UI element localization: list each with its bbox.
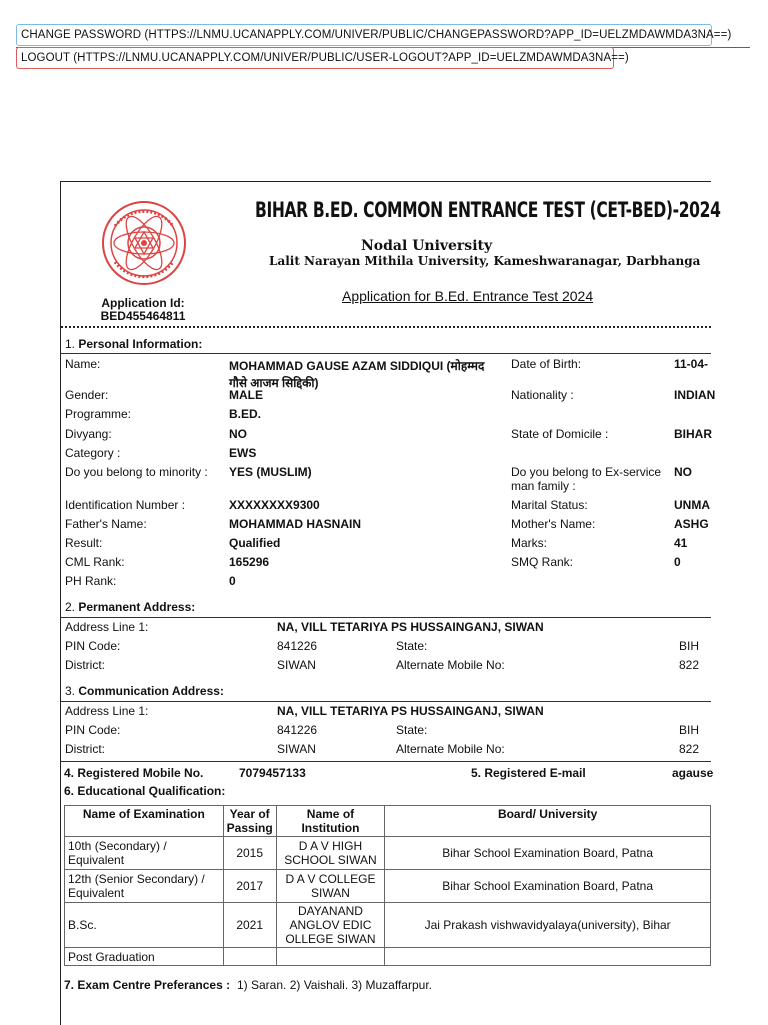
- change-password-link[interactable]: CHANGE PASSWORD (HTTPS://LNMU.UCANAPPLY.COM/UNIVER/PUBLIC/CHANGEPASSWORD?APP_ID=UELZMDAWMDA3NA==): [16, 24, 712, 46]
- exservice-value: NO: [674, 465, 692, 479]
- table-row: [65, 870, 711, 903]
- category-value: EWS: [229, 446, 257, 460]
- father-label: Father's Name:: [65, 517, 147, 531]
- nodal-university-label: Nodal University: [361, 238, 493, 254]
- year-cell: 2015: [223, 837, 276, 870]
- marital-value: UNMA: [674, 498, 710, 512]
- perm-district-label: District:: [65, 658, 105, 672]
- education-heading: 6. Educational Qualification:: [64, 784, 226, 798]
- minority-value: YES (MUSLIM): [229, 465, 312, 479]
- category-label: Category :: [65, 446, 121, 460]
- minority-label: Do you belong to minority :: [65, 465, 208, 479]
- registered-email-value: agause: [672, 766, 714, 780]
- logout-link[interactable]: LOGOUT (HTTPS://LNMU.UCANAPPLY.COM/UNIVER/PUBLIC/USER-LOGOUT?APP_ID=UELZMDAWMDA3NA==): [16, 47, 614, 69]
- result-value: Qualified: [229, 536, 281, 550]
- permanent-address-heading: [65, 600, 195, 614]
- section-title: Personal Information:: [78, 337, 203, 351]
- registered-email-label: 5. Registered E-mail: [471, 766, 586, 780]
- year-cell: 2017: [223, 870, 276, 903]
- institution-cell: D A V COLLEGE SIWAN: [276, 870, 385, 903]
- section-title: Permanent Address:: [78, 600, 196, 614]
- father-value: MOHAMMAD HASNAIN: [229, 517, 361, 531]
- application-id-label: Application Id:: [101, 296, 185, 310]
- perm-pin-label: PIN Code:: [65, 639, 121, 653]
- exservice-label: Do you belong to Ex-service man family :: [511, 465, 662, 493]
- application-document: [60, 181, 721, 1025]
- comm-pin-value: 841226: [277, 723, 318, 737]
- board-cell: Jai Prakash vishwavidyalaya(university), Bihar: [385, 903, 711, 948]
- board-cell: [385, 948, 711, 966]
- university-name: Lalit Narayan Mithila University, Kameshwaranagar, Darbhanga: [269, 254, 701, 268]
- year-cell: [223, 948, 276, 966]
- smq-rank-label: SMQ Rank:: [511, 555, 574, 569]
- section-number: 1.: [65, 337, 79, 351]
- perm-state-label: State:: [396, 639, 428, 653]
- perm-pin-value: 841226: [277, 639, 318, 653]
- table-header-row: [65, 806, 711, 837]
- year-cell: 2021: [223, 903, 276, 948]
- result-label: Result:: [65, 536, 103, 550]
- gender-label: Gender:: [65, 388, 109, 402]
- nationality-label: Nationality :: [511, 388, 574, 402]
- comm-district-label: District:: [65, 742, 105, 756]
- registered-mobile-value: 7079457133: [239, 766, 306, 780]
- table-row: [65, 837, 711, 870]
- comm-altmobile-label: Alternate Mobile No:: [396, 742, 505, 756]
- identification-label: Identification Number :: [65, 498, 186, 512]
- exam-cell: 10th (Secondary) / Equivalent: [65, 837, 224, 870]
- perm-address-label: Address Line 1:: [65, 620, 149, 634]
- section-number: 3.: [65, 684, 79, 698]
- exam-cell: Post Graduation: [65, 948, 224, 966]
- cml-rank-label: CML Rank:: [65, 555, 125, 569]
- section-divider: [61, 617, 711, 618]
- perm-altmobile-label: Alternate Mobile No:: [396, 658, 505, 672]
- col-header-exam: Name of Examination: [65, 806, 224, 837]
- page-title: BIHAR B.ED. COMMON ENTRANCE TEST (CET-BED)-2024: [255, 198, 721, 222]
- exam-cell: B.Sc.: [65, 903, 224, 948]
- section-title: Communication Address:: [78, 684, 224, 698]
- comm-state-label: State:: [396, 723, 428, 737]
- identification-value: XXXXXXXX9300: [229, 498, 320, 512]
- comm-address-value: NA, VILL TETARIYA PS HUSSAINGANJ, SIWAN: [277, 704, 544, 718]
- section-divider: [61, 761, 711, 762]
- col-header-board: Board/ University: [385, 806, 711, 837]
- marital-label: Marital Status:: [511, 498, 588, 512]
- domicile-value: BIHAR: [674, 427, 712, 441]
- col-header-year: Year of Passing: [223, 806, 276, 837]
- divyang-label: Divyang:: [65, 427, 112, 441]
- name-value: MOHAMMAD GAUSE AZAM SIDDIQUI (मोहम्मद गौसे आजम सिद्दिकी): [229, 359, 485, 390]
- col-header-institution: Name of Institution: [276, 806, 385, 837]
- institution-cell: [276, 948, 385, 966]
- institution-cell: DAYANAND ANGLOV EDIC OLLEGE SIWAN: [276, 903, 385, 948]
- name-label: Name:: [65, 357, 101, 371]
- perm-state-value: BIH: [679, 639, 700, 653]
- institution-cell: D A V HIGH SCHOOL SIWAN: [276, 837, 385, 870]
- marks-value: 41: [674, 536, 688, 550]
- university-seal-icon: [101, 200, 187, 286]
- personal-info-heading: [65, 337, 202, 351]
- comm-pin-label: PIN Code:: [65, 723, 121, 737]
- mother-value: ASHG: [674, 517, 709, 531]
- registered-mobile-label: 4. Registered Mobile No.: [64, 766, 204, 780]
- perm-altmobile-value: 822: [679, 658, 700, 672]
- board-cell: Bihar School Examination Board, Patna: [385, 837, 711, 870]
- education-table: [64, 805, 711, 966]
- comm-district-value: SIWAN: [277, 742, 316, 756]
- gender-value: MALE: [229, 388, 263, 402]
- programme-label: Programme:: [65, 407, 132, 421]
- comm-address-label: Address Line 1:: [65, 704, 149, 718]
- section-divider: [61, 326, 711, 328]
- ph-rank-label: PH Rank:: [65, 574, 117, 588]
- exam-centre-label: 7. Exam Centre Preferances :: [64, 978, 231, 992]
- perm-address-value: NA, VILL TETARIYA PS HUSSAINGANJ, SIWAN: [277, 620, 544, 634]
- communication-address-heading: [65, 684, 224, 698]
- exam-centre-value: 1) Saran. 2) Vaishali. 3) Muzaffarpur.: [237, 978, 432, 992]
- application-title: Application for B.Ed. Entrance Test 2024: [342, 288, 594, 304]
- cml-rank-value: 165296: [229, 555, 270, 569]
- table-row: [65, 948, 711, 966]
- domicile-label: State of Domicile :: [511, 427, 609, 441]
- section-divider: [61, 353, 711, 354]
- comm-altmobile-value: 822: [679, 742, 700, 756]
- programme-value: B.ED.: [229, 407, 262, 421]
- table-row: [65, 903, 711, 948]
- marks-label: Marks:: [511, 536, 547, 550]
- section-divider: [61, 701, 711, 702]
- section-number: 2.: [65, 600, 79, 614]
- dob-label: Date of Birth:: [511, 357, 582, 371]
- comm-state-value: BIH: [679, 723, 700, 737]
- mother-label: Mother's Name:: [511, 517, 596, 531]
- divyang-value: NO: [229, 427, 247, 441]
- dob-value: 11-04-: [674, 357, 709, 371]
- nationality-value: INDIAN: [674, 388, 716, 402]
- board-cell: Bihar School Examination Board, Patna: [385, 870, 711, 903]
- application-id-value: BED455464811: [100, 309, 186, 323]
- smq-rank-value: 0: [674, 555, 681, 569]
- ph-rank-value: 0: [229, 574, 236, 588]
- perm-district-value: SIWAN: [277, 658, 316, 672]
- exam-cell: 12th (Senior Secondary) / Equivalent: [65, 870, 224, 903]
